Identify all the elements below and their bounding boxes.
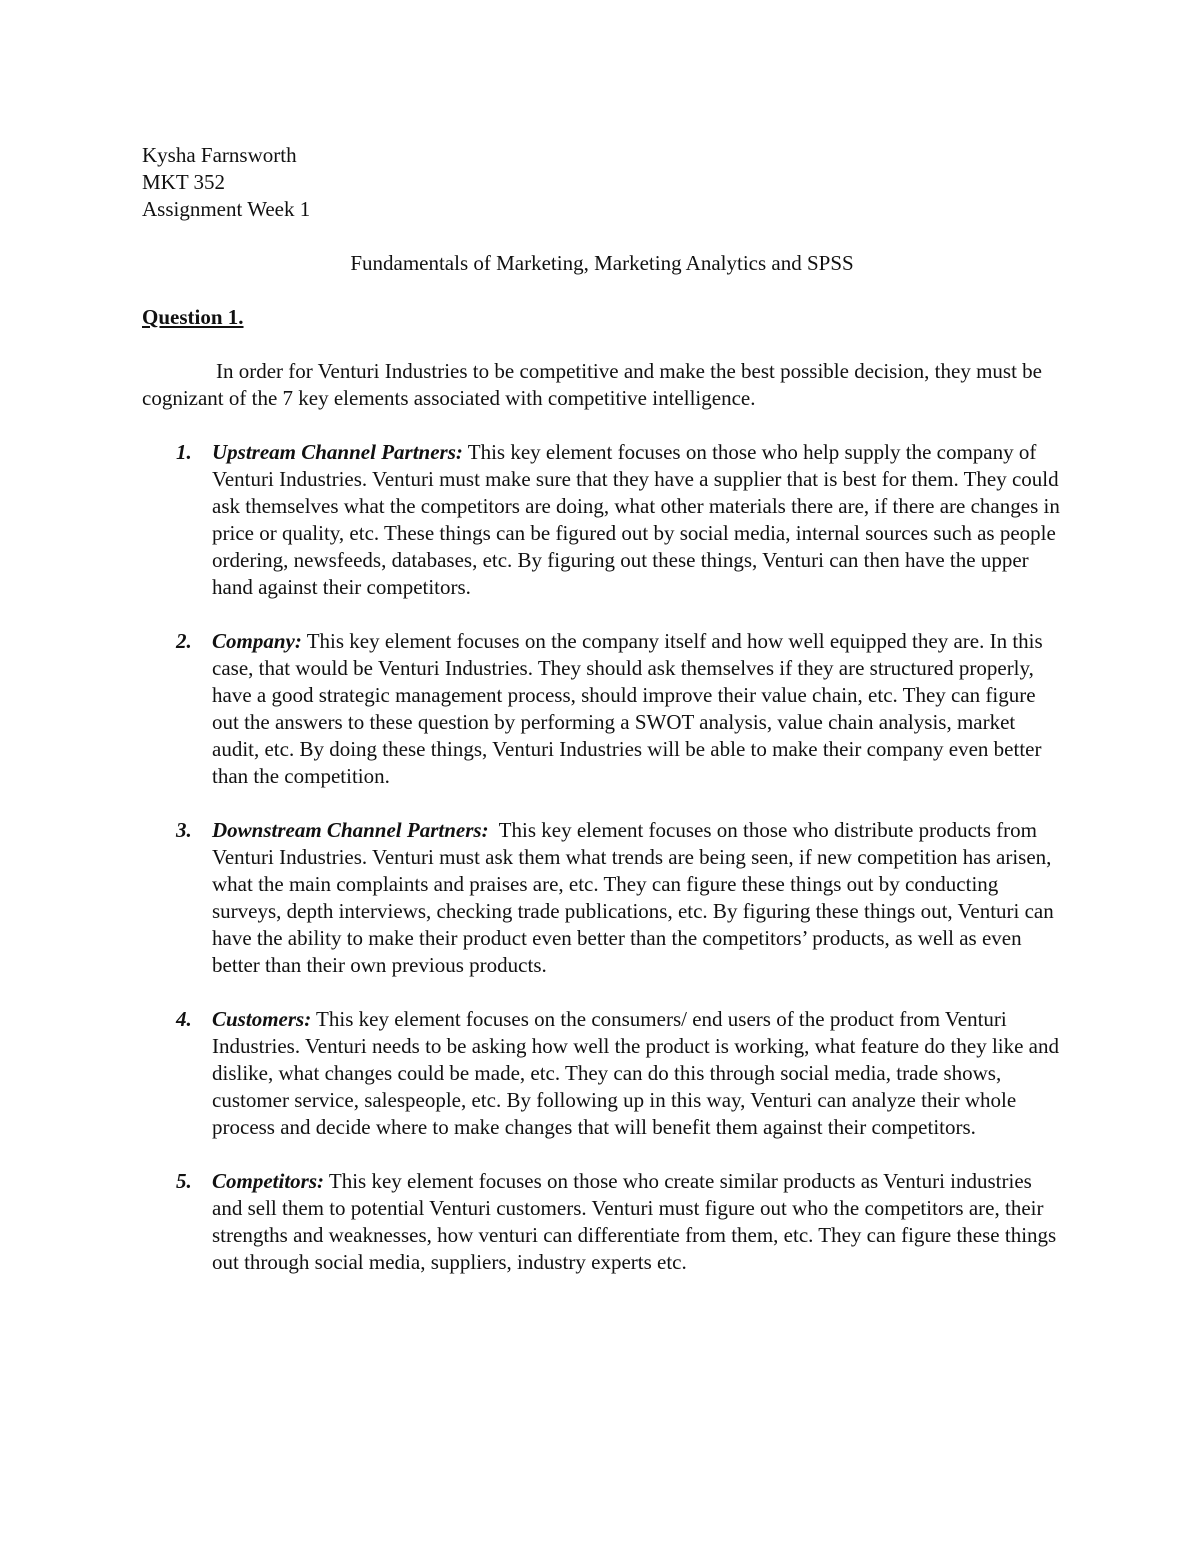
list-item-number: 5. <box>176 1169 192 1193</box>
intro-paragraph: In order for Venturi Industries to be competitive and make the best possible decision, they must be cognizant of the 7 key elements associated with competitive intelligence. <box>142 359 1043 410</box>
list-item-term: Upstream Channel Partners: <box>212 440 463 464</box>
author-name: Kysha Farnsworth <box>142 143 297 167</box>
list-item-term: Company: <box>212 629 302 653</box>
document-body <box>142 142 1062 1303</box>
list-item-text: This key element focuses on those who help supply the company of Venturi Industries. Venturi must make sure that they have a supplier that is best for them. They could ask themselves what the competitors are doing, what other materials there are, if there are changes in price or quality, etc. These things can be figured out by social media, internal sources such as people ordering, newsfeeds, databases, etc. By figuring out these things, Venturi can then have the upper hand against their competitors. <box>212 440 1060 599</box>
list-item-text: This key element focuses on the consumers/ end users of the product from Venturi Industries. Venturi needs to be asking how well the product is working, what feature do they like and dislike, what changes could be made, etc. They can do this through social media, trade shows, customer service, salespeople, etc. By following up in this way, Venturi can analyze their whole process and decide where to make changes that will benefit them against their competitors. <box>212 1007 1060 1139</box>
list-item-term: Downstream Channel Partners: <box>212 818 489 842</box>
assignment-label: Assignment Week 1 <box>142 197 311 221</box>
list-item-text: This key element focuses on those who distribute products from Venturi Industries. Venturi must ask them what trends are being seen, if new competition has arisen, what the main complaints and praises are, etc. They can figure these things out by conducting surveys, depth interviews, checking trade publications, etc. By figuring these things out, Venturi can have the ability to make their product even better than the competitors’ products, as well as even better than their own previous products. <box>212 818 1060 977</box>
key-elements-list <box>142 439 1062 1276</box>
list-item <box>142 1168 1062 1276</box>
list-item <box>142 817 1062 979</box>
course-code: MKT 352 <box>142 170 226 194</box>
list-item <box>142 1006 1062 1141</box>
list-item-text: This key element focuses on those who create similar products as Venturi industries and sell them to potential Venturi customers. Venturi must figure out who the competitors are, their strengths and weaknesses, how venturi can differentiate from them, etc. They can figure these things out through social media, suppliers, industry experts etc. <box>212 1169 1057 1274</box>
list-item-text: This key element focuses on the company itself and how well equipped they are. In this case, that would be Venturi Industries. They should ask themselves if they are structured properly, have a good strategic management process, should improve their value chain, etc. They can figure out the answers to these question by performing a SWOT analysis, value chain analysis, market audit, etc. By doing these things, Venturi Industries will be able to make their company even better than the competition. <box>212 629 1043 788</box>
document-title: Fundamentals of Marketing, Marketing Analytics and SPSS <box>350 251 854 275</box>
list-item-term: Customers: <box>212 1007 312 1031</box>
list-item-number: 2. <box>176 629 192 653</box>
list-item <box>142 439 1062 601</box>
list-item-number: 3. <box>176 818 192 842</box>
list-item-number: 4. <box>176 1007 192 1031</box>
list-item <box>142 628 1062 790</box>
list-item-number: 1. <box>176 440 192 464</box>
list-item-term: Competitors: <box>212 1169 325 1193</box>
question-heading: Question 1. <box>142 305 244 329</box>
